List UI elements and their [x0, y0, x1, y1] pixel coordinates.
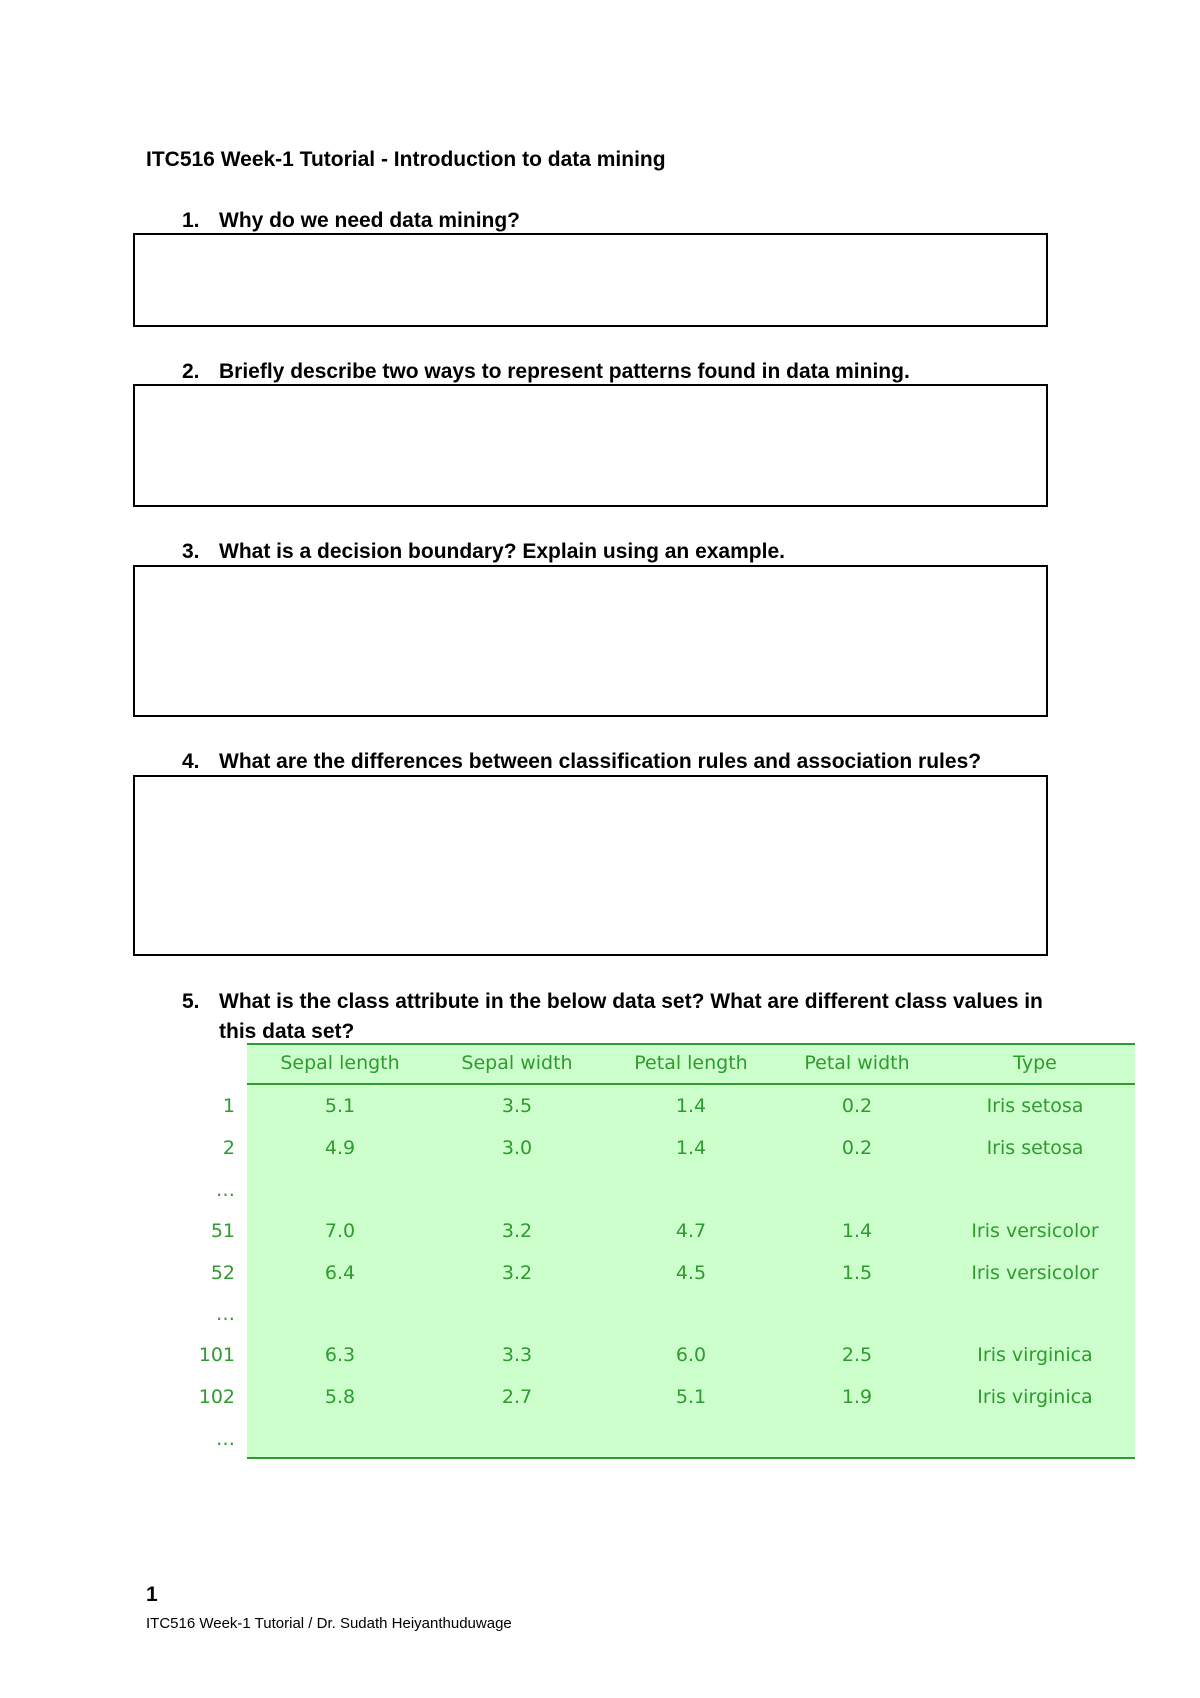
footer-text: ITC516 Week-1 Tutorial / Dr. Sudath Heiyanthuduwage: [146, 1615, 512, 1632]
row-number: 1: [222, 1095, 235, 1117]
question-4: [182, 747, 1052, 777]
question-number: 3.: [182, 540, 200, 563]
table-cell: 3.2: [501, 1220, 533, 1242]
table-cell: Iris virginica: [977, 1344, 1093, 1366]
table-cell: 4.7: [675, 1220, 707, 1242]
table-cell: 2.5: [841, 1344, 873, 1366]
table-cell: 0.2: [841, 1137, 873, 1159]
answer-box-4[interactable]: [133, 775, 1048, 956]
table-cell: 6.4: [324, 1262, 356, 1284]
answer-box-2[interactable]: [133, 384, 1048, 507]
question-number: 5.: [182, 990, 200, 1013]
table-cell: 3.0: [501, 1137, 533, 1159]
question-text: Why do we need data mining?: [219, 209, 521, 232]
table-cell: 2.7: [501, 1386, 533, 1408]
row-ellipsis: …: [216, 1428, 235, 1450]
iris-data-table: [190, 1043, 1135, 1459]
table-cell: Iris setosa: [986, 1095, 1084, 1117]
row-ellipsis: …: [216, 1303, 235, 1325]
column-header-petal-width: Petal width: [804, 1052, 910, 1074]
table-cell: 3.3: [501, 1344, 533, 1366]
column-header-petal-length: Petal length: [634, 1052, 748, 1074]
table-cell: 1.9: [841, 1386, 873, 1408]
question-3: [182, 537, 1052, 567]
table-cell: 1.4: [841, 1220, 873, 1242]
row-number: 102: [198, 1386, 235, 1408]
table-cell: 1.4: [675, 1095, 707, 1117]
table-cell: 1.5: [841, 1262, 873, 1284]
answer-box-3[interactable]: [133, 565, 1048, 717]
table-cell: 0.2: [841, 1095, 873, 1117]
table-cell: 3.2: [501, 1262, 533, 1284]
table-cell: 5.1: [324, 1095, 356, 1117]
question-number: 4.: [182, 750, 200, 773]
document-title: ITC516 Week-1 Tutorial - Introduction to data mining: [146, 148, 666, 171]
column-header-sepal-width: Sepal width: [461, 1052, 573, 1074]
question-text: What are the differences between classification rules and association rules?: [219, 750, 982, 773]
column-header-type: Type: [1013, 1052, 1057, 1074]
page-number: 1: [146, 1583, 158, 1606]
row-number: 51: [210, 1220, 235, 1242]
table-cell: 6.3: [324, 1344, 356, 1366]
question-5: [182, 987, 1052, 1047]
table-cell: Iris setosa: [986, 1137, 1084, 1159]
question-1: [182, 206, 1052, 236]
header-divider: [247, 1083, 1135, 1085]
row-ellipsis: …: [216, 1179, 235, 1201]
table-cell: 4.9: [324, 1137, 356, 1159]
table-cell: 3.5: [501, 1095, 533, 1117]
table-cell: 7.0: [324, 1220, 356, 1242]
question-text: What is the class attribute in the below data set? What are different class values in this data set?: [219, 990, 1043, 1043]
question-text: Briefly describe two ways to represent patterns found in data mining.: [219, 360, 910, 383]
table-cell: 5.8: [324, 1386, 356, 1408]
row-number: 2: [222, 1137, 235, 1159]
row-number: 101: [198, 1344, 235, 1366]
question-number: 1.: [182, 209, 200, 232]
question-number: 2.: [182, 360, 200, 383]
table-cell: 4.5: [675, 1262, 707, 1284]
table-cell: 1.4: [675, 1137, 707, 1159]
table-cell: Iris virginica: [977, 1386, 1093, 1408]
table-cell: Iris versicolor: [971, 1262, 1099, 1284]
column-header-sepal-length: Sepal length: [280, 1052, 400, 1074]
table-cell: 5.1: [675, 1386, 707, 1408]
answer-box-1[interactable]: [133, 233, 1048, 327]
question-2: [182, 357, 1052, 387]
table-cell: 6.0: [675, 1344, 707, 1366]
table-cell: Iris versicolor: [971, 1220, 1099, 1242]
row-number: 52: [210, 1262, 235, 1284]
question-text: What is a decision boundary? Explain using an example.: [219, 540, 785, 563]
